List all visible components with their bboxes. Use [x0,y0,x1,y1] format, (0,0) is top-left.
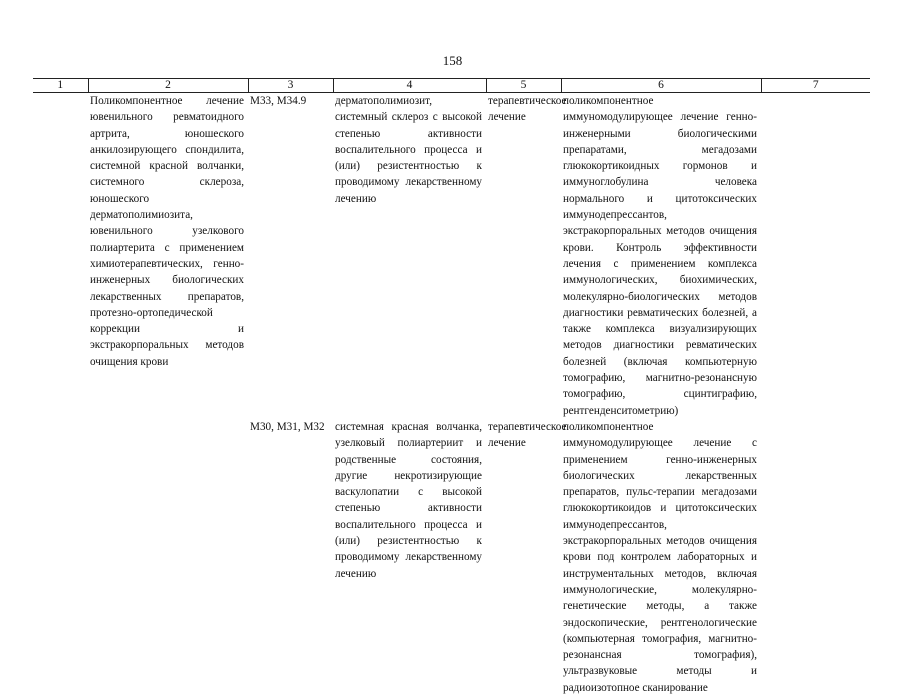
icd-code-cell: M33, M34.9 [250,95,307,107]
treatment-description-cell: Поликомпонентное лечение ювенильного ревматоидного артрита, юношеского анкилозирующего спондилита, системной красной волчанки, системного склероза, юношеского дерматополимиозита, ювенильного узелкового полиартерита с применением химиотерапевтических, генно-инженерных биологических лекарственных препаратов, протезно-ортопедической коррекции и экстракорпоральных методов очищения крови [90,95,244,368]
treatment-type-cell: терапевтическое лечение [488,95,567,124]
col-header-4: 4 [333,79,486,93]
col-header-5: 5 [486,79,561,93]
treatment-type-cell: терапевтическое лечение [488,420,567,450]
col-header-7: 7 [761,79,870,93]
row-number-cell [33,93,88,419]
treatment-method-cell: поликомпонентное иммуномодулирующее лечение генно-инженерными биологическими препаратами, мегадозами глюкокортикоидных гормонов и иммуноглобулина человека нормального и цитотоксических иммунодепрессантов, экстракорпоральных методов очищения крови. Контроль эффективности лечения с применением комплекса иммунологических, биохимических, молекулярно-биологических методов диагностики ревматических болезней, а также комплекса визуализирующих методов диагностики ревматических болезней (включая компьютерную томографию, магнитно-резонансную томографию, сцинтиграфию, рентгенденситометрию) [563,95,757,417]
standard-cost-cell [761,419,870,696]
col-header-2: 2 [88,79,248,93]
standard-cost-cell [761,93,870,419]
patient-model-cell: дерматополимиозит, системный склероз с высокой степенью активности воспалительного процесса и (или) резистентностью к проводимому лекарственному лечению [335,95,482,205]
icd-code-cell: M30, M31, M32 [250,420,325,433]
header-row [33,79,870,93]
treatment-method-cell: поликомпонентное иммуномодулирующее лечение с применением генно-инженерных биологических лекарственных препаратов, пульс-терапии мегадозами глюкокортикоидов и цитотоксических иммунодепрессантов, экстракорпоральных методов очищения крови под контролем лабораторных и инструментальных методов, включая иммунологические, молекулярно-генетические методы, а также эндоскопические, рентгенологические (компьютерная томография, магнитно-резонансная томография), ультразвуковые методы и радиоизотопное сканирование [563,420,757,694]
page-number: 158 [442,53,463,68]
patient-model-cell: системная красная волчанка, узелковый полиартериит и родственные состояния, другие некротизирующие васкулопатии с высокой степенью активности воспалительного процесса и (или) резистентностью к проводимому лекарственному лечению [335,420,482,580]
table-row [33,419,870,696]
col-header-6: 6 [561,79,761,93]
treatment-description-cell [88,419,248,696]
col-header-1: 1 [33,79,88,93]
services-table [33,78,870,696]
col-header-3: 3 [248,79,333,93]
row-number-cell [33,419,88,696]
table-row [33,93,870,419]
